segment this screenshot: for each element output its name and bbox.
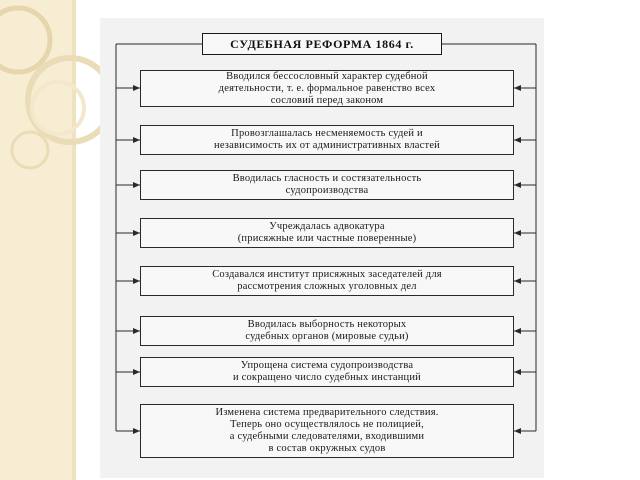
arrow-right-1	[514, 137, 521, 143]
diagram-title-text: СУДЕБНАЯ РЕФОРМА 1864 г.	[230, 36, 414, 51]
reform-item-judges-independence	[140, 125, 514, 155]
reform-item-text: Изменена система предварительного следствия. Теперь оно осуществлялось не полицией, а судебными следователями, входившими в состав окружных судов	[215, 407, 439, 454]
reform-item-text: Учреждалась адвокатура (присяжные или частные поверенные)	[237, 221, 417, 244]
arrow-left-7	[133, 428, 140, 434]
reform-item-text: Вводилась гласность и состязательность судопроизводства	[232, 173, 422, 196]
arrow-left-6	[133, 369, 140, 375]
reform-item-investigation	[140, 404, 514, 458]
arrow-right-0	[514, 85, 521, 91]
diagram-title	[202, 33, 442, 55]
arrow-right-6	[514, 369, 521, 375]
reform-item-text: Провозглашалась несменяемость судей и независимость их от административных властей	[214, 128, 440, 151]
reform-item-classless	[140, 70, 514, 107]
arrow-right-7	[514, 428, 521, 434]
reform-item-text: Вводилась выборность некоторых судебных органов (мировые судьи)	[245, 319, 409, 342]
reform-item-text: Упрощена система судопроизводства и сокращено число судебных инстанций	[232, 360, 422, 383]
arrow-right-5	[514, 328, 521, 334]
arrow-left-5	[133, 328, 140, 334]
arrow-right-2	[514, 182, 521, 188]
reform-item-jury	[140, 266, 514, 296]
arrow-left-0	[133, 85, 140, 91]
reform-item-publicity	[140, 170, 514, 200]
arrow-left-1	[133, 137, 140, 143]
arrow-right-4	[514, 278, 521, 284]
reform-item-elected-judges	[140, 316, 514, 346]
reform-item-text: Вводился бессословный характер судебной деятельности, т. е. формальное равенство всех сословий перед законом	[218, 70, 436, 106]
reform-item-text: Создавался институт присяжных заседателей для рассмотрения сложных уголовных дел	[212, 269, 442, 292]
arrow-left-2	[133, 182, 140, 188]
arrow-right-3	[514, 230, 521, 236]
reform-item-simplified-procedure	[140, 357, 514, 387]
arrow-left-4	[133, 278, 140, 284]
reform-item-advocacy	[140, 218, 514, 248]
arrow-left-3	[133, 230, 140, 236]
